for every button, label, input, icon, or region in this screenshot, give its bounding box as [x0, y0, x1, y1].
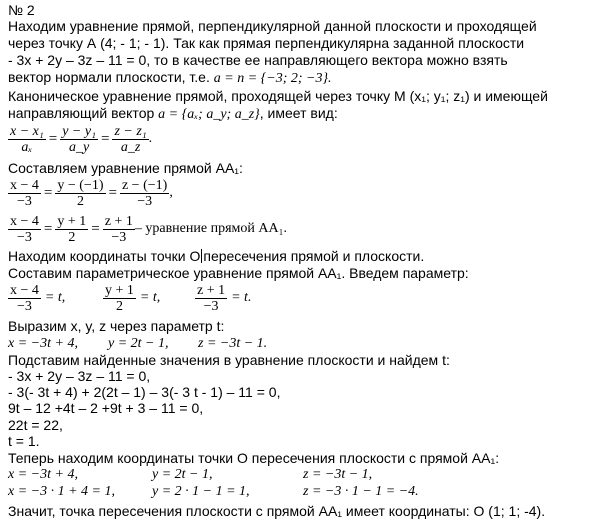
parametric-equation: $\frac{x - 4}{-3}$ = t, $\frac{y + 1}{2}$ = t, $\frac{z + 1}{-3}$ = t. — [10, 282, 252, 314]
normal-vector-formula: a = n = {−3; 2; −3}. — [213, 71, 332, 86]
paragraph-line: через точку А (4; - 1; - 1). Так как прямая перпендикулярна заданной плоскости — [8, 35, 525, 51]
paragraph-line: Составляем уравнение прямой АА₁: — [8, 160, 243, 176]
fraction: $\frac{x - 4}{-3}$ — [10, 282, 39, 314]
fraction: $\frac{z - (-1)}{-3}$ — [121, 177, 168, 209]
paragraph-line: Находим координаты точки О пересечения прямой и плоскости. — [8, 248, 425, 264]
coord-expression: y = 2t − 1, — [152, 467, 213, 482]
param-expressions: x = −3t + 4, y = 2t − 1, z = −3t − 1. — [8, 336, 268, 351]
fraction: $\frac{y + 1}{2}$ — [105, 282, 134, 314]
fraction: $\frac{z + 1}{-3}$ — [104, 213, 133, 245]
calc-line: 9t – 12 +4t – 2 +9t + 3 – 11 = 0, — [8, 400, 204, 416]
line-equation-a: $\frac{x - 4}{-3}$ = $\frac{y - (-1)}{2}$ = $\frac{z - (-1)}{-3}$ , — [10, 177, 173, 209]
coord-expression: x = −3t + 4, — [8, 467, 78, 482]
paragraph-line: Выразим x, y, z через параметр t: — [8, 318, 225, 334]
coord-expression: z = −3t − 1, — [303, 467, 373, 482]
paragraph-line: Находим уравнение прямой, перпендикулярной данной плоскости и проходящей — [8, 18, 537, 34]
coord-value: x = −3 · 1 + 4 = 1, — [8, 484, 116, 499]
paragraph-line: Составим параметрическое уравнение прямой АА₁. Введем параметр: — [8, 265, 469, 281]
canonical-equation: $\frac{\text{x − x₁}}{\text{aₓ}}$ = $\frac{\text{y − y₁}}{a\_y}$ = $\frac{\text{z − z₁}}{a\_z}$ . — [10, 123, 153, 155]
paragraph-line: Каноническое уравнение прямой, проходящей через точку М (x₁; y₁; z₁) и имеющей — [8, 88, 548, 104]
calc-line: t = 1. — [8, 433, 40, 449]
fraction: $\frac{\text{x − x₁}}{\text{aₓ}}$ — [10, 123, 44, 155]
fraction: $\frac{y + 1}{2}$ — [57, 213, 87, 245]
calc-line: - 3x + 2y – 3z – 11 = 0, — [8, 368, 151, 384]
fraction: $\frac{x - 4}{-3}$ — [10, 213, 39, 245]
paragraph-text: направляющий вектор — [8, 105, 159, 121]
coord-value: y = 2 · 1 − 1 = 1, — [152, 484, 250, 499]
calc-line: 22t = 22, — [8, 417, 63, 433]
line-equation-b: $\frac{x - 4}{-3}$ = $\frac{y + 1}{2}$ = $\frac{z + 1}{-3}$ – уравнение прямой АА₁. — [10, 213, 287, 245]
conclusion: Значит, точка пересечения плоскости с прямой АА₁ имеет координаты: О (1; 1; -4). — [8, 503, 546, 519]
fraction: $\frac{\text{y − y₁}}{a\_y}$ — [62, 123, 96, 155]
problem-number: № 2 — [8, 2, 35, 18]
paragraph-line: - 3x + 2y – 3z – 11 = 0, то в качестве ее направляющего вектора можно взять — [8, 52, 508, 68]
paragraph-line — [8, 69, 332, 87]
fraction: $\frac{x - 4}{-3}$ — [10, 177, 39, 209]
paragraph-line — [8, 105, 338, 123]
calc-line: - 3(- 3t + 4) + 2(2t – 1) – 3(- 3 t - 1) – 11 = 0, — [8, 384, 281, 400]
coord-value: z = −3 · 1 − 1 = −4. — [303, 484, 419, 499]
fraction: $\frac{\text{z − z₁}}{a\_z}$ — [114, 123, 147, 155]
fraction: $\frac{y - (-1)}{2}$ — [57, 177, 104, 209]
paragraph-line: Теперь находим координаты точки О пересечения плоскости с прямой АА₁: — [8, 450, 500, 466]
direction-vector-formula: a = {aₓ; a_y; a_z} — [158, 107, 260, 122]
paragraph-text: , имеет вид: — [259, 105, 338, 121]
paragraph-text: вектор нормали плоскости, т.е. — [8, 69, 214, 85]
fraction: $\frac{z + 1}{-3}$ — [197, 282, 226, 314]
paragraph-line: Подставим найденные значения в уравнение плоскости и найдем t: — [8, 352, 450, 368]
